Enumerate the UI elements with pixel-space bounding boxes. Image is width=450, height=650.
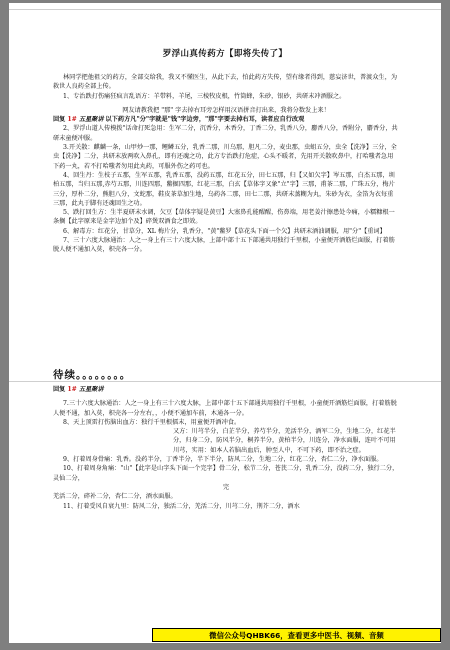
reply-floor-tag[interactable]: 1# — [67, 116, 77, 124]
section-divider — [9, 381, 441, 382]
recipe-1: 1、专治跌打伤痛狂疯言乱语方：羊带料，羊尾，三棱牧皮根，竹筒蜂，朱砂，银砂，共研末冲酒服之。 — [63, 92, 346, 100]
recipe-4: 4、回生丹：生枝子五那，生军五那，乳香五那，没药五那，红花五分，田七五那，归【又如欠字】岑五那，白杰五那，圳柏五那，当归五那,赤芍五那，川连四那，鳖掘四那，红花三那，白玄【草体字又象"立"字】三那，甫茶二那，广珠五分，梅片三分，厚朴二分，熊胆八分，文蛇那，鞋皮茶草加生地，乌药各二那，田七二那，共研末蒸糊为丸，朱砂为衣，金箔为衣每重三那，此丸于脚有还魂回生之功。 — [53, 171, 395, 207]
page-title: 罗浮山真传药方【即将失传了】 — [162, 49, 288, 59]
recipe-3: 3.开关散：麒麟一条，山甲炒一那，鲤鳞五分，乳香二那，川乌那，胆凡二分，麦虫那，虫蛆五分，虫全【洗净】三分，全虫【洗净】二分，共研末放两吹入鼻孔，即有还魂之功，此方专治跌打危症，心头不暖者，先用开关散吹鼻中，打哈嗤者急用下药一丸，若不打哈嗤者勿用此丸药，可服外伤之药可也。 — [53, 144, 397, 170]
section-title: 待续。。。。。。。。 — [53, 369, 132, 381]
recipe-7: 7、三十六度大脉通治：人之一身上有三十六度大脉，上部中部十五下部通共用独行千里根，小童便开酒筋烂面服，打着筋脱人便不通加入莫，积壳各一分。 — [53, 237, 395, 254]
recipe-10-break: 完 — [222, 483, 230, 491]
reply-author[interactable]: 五星聚讲 — [78, 116, 104, 124]
reply-prefix: 回复 — [53, 386, 66, 393]
reply-author[interactable]: 五星聚讲 — [78, 386, 104, 393]
continued-block — [53, 385, 399, 511]
recipe-6: 6、解毒方：红花分，甘草分，XL 梅片分，乳香分，"黄"鳖罗【草花头下面一个欠】共研末酒油调服，用"分"【重词】 — [63, 227, 386, 235]
recipe-9: 9、打着周身骨痛：乳香。没药半分，丁香半分，半下半分，防风二分，生地二分，红花二分，杏仁二分，净水面服。 — [63, 456, 383, 464]
recipe-10-cont: 羌活二分，碎补二分，杏仁二分，酒水面服。 — [53, 493, 177, 501]
recipe-8: 8、天上顶雷打伤脑出血方：独行千里根擂末，用童便开酒冲食。 — [63, 418, 241, 426]
reply-prefix: 回复 — [53, 116, 66, 124]
recipe-8-alt: 又方：川芎半分，白芷半分，养芍半分，羌活半分，酒军二分，生地二分，红花半分，归身二分，防风半分，桐养半分，黄柏半分，川连分，净水面服，连叶不可用川芎，实用：如本人若脑出血后，肿至人中，不可下药，即不治之症。 — [173, 428, 396, 454]
intro-block — [53, 73, 399, 255]
notice-text: 网友请教我把 "那" 字去掉右耳旁怎样用汉语拼音打出来，我将分数发上来！ — [122, 106, 330, 114]
recipe-11: 11、打着受风自衰九里：防风二分，独活二分，羌活二分，川芎二分，荆芥二分，酒水 — [63, 502, 300, 510]
recipe-7-repeat: 7.三十六度大脉通治：人之一身上有三十六度大脉，上部中部十五下部通共用独行千里根，小童便开酒筋烂面服，打着筋脱人便不通，加入莫，积壳各一分左右，，小便不通加车前，木通各一分。 — [53, 400, 397, 417]
recipe-10: 10、打着周身角痛："山"【此字是山字头下面一个完字】骨二分，松节二分，苍芪二分，乳香二分，没药二分，独行二分，灵仙二分， — [53, 465, 399, 482]
document-page — [9, 3, 441, 643]
page-divider — [9, 9, 441, 10]
recipe-5: 5、跌打回生方：生半夏研末水调，欠豆【草体字疑是黄豆】大塞鼻孔能醒醒，伤鼻端，用老姜汁擦患处今痛，小糯糠根一条搁【此字原来是金字边加个及】碎煲双酒食之即效。 — [53, 209, 395, 226]
reply-1 — [53, 115, 399, 124]
intro-paragraph: 林同学把他祖父的药方，全部交给我，我又不懂医生，从此下去，怕此药方失传，望有缘者得到，慈妄济世，普渡众生，为救世人良药全部上传。 — [53, 74, 398, 91]
recipe-2: 2、罗浮山道人传模拨"话命打死急用：生军二分，沉香分，木香分，丁香二分，乳香八分，麝香八分，香附分，麝香分，共研末童便冲服。 — [53, 125, 398, 142]
reply-2 — [53, 385, 399, 394]
reply-floor-tag[interactable]: 1# — [67, 386, 77, 393]
reply-text: 以下药方凡"分"字就是"钱"字边旁，"那"字要去掉右耳，读者应自行改观 — [105, 116, 305, 124]
wechat-banner: 微信公众号QHBK66，查看更多中医书、视频、音频 — [152, 628, 441, 642]
